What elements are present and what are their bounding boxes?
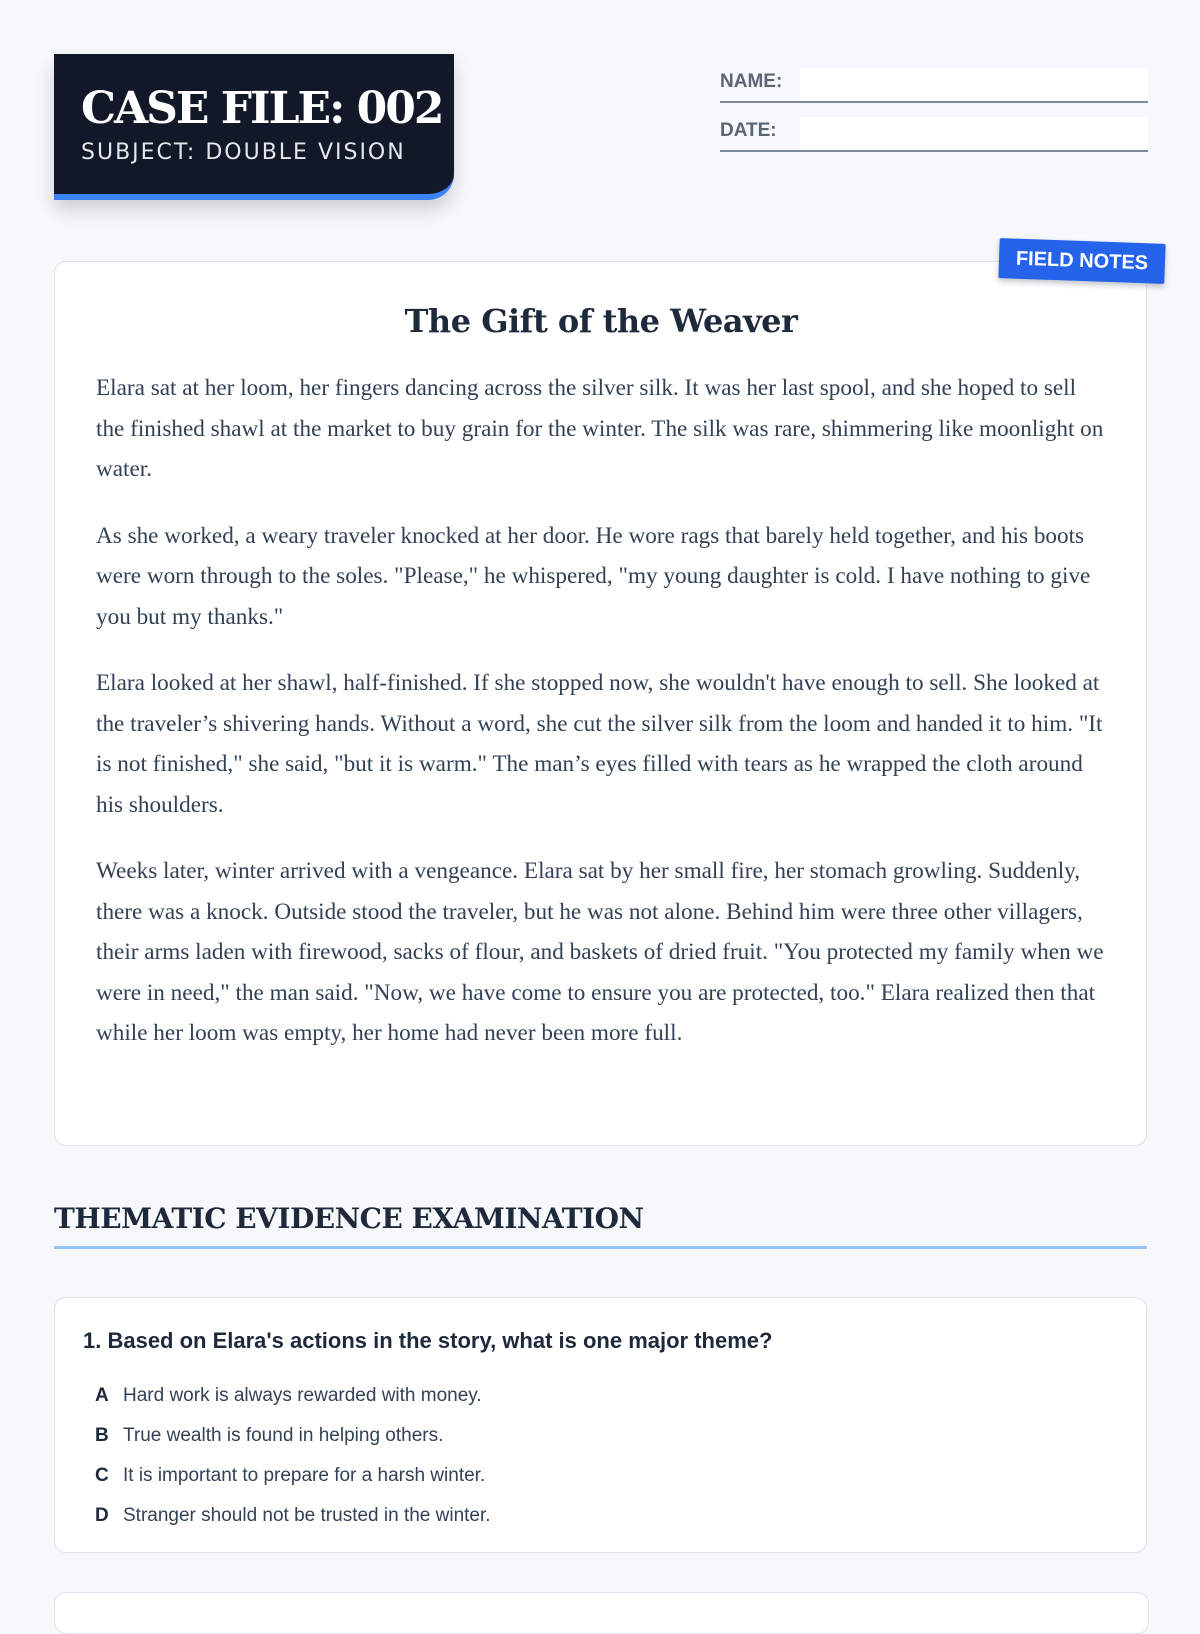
field-notes-tag: FIELD NOTES: [998, 238, 1165, 284]
option-text: True wealth is found in helping others.: [123, 1425, 444, 1446]
date-field[interactable]: [800, 117, 1148, 150]
answer-option-c[interactable]: [95, 1456, 1118, 1496]
section-title: THEMATIC EVIDENCE EXAMINATION: [54, 1202, 1147, 1249]
option-letter: D: [95, 1505, 109, 1526]
date-label: DATE:: [720, 120, 777, 141]
answer-option-a[interactable]: [95, 1376, 1118, 1416]
next-question-card: [54, 1592, 1149, 1634]
case-subject: SUBJECT: DOUBLE VISION: [81, 140, 406, 165]
option-letter: A: [95, 1385, 109, 1406]
story-paragraph: Weeks later, winter arrived with a vengeance. Elara sat by her small fire, her stomach growling. Suddenly, there was a knock. Outside stood the traveler, but he was not alone. Behind him were three other villagers, their arms laden with firewood, sacks of flour, and baskets of dried fruit. "You protected my family when we were in need," the man said. "Now, we have come to ensure you are protected, too." Elara realized then that while her loom was empty, her home had never been more full.: [96, 858, 1104, 1046]
option-text: Stranger should not be trusted in the winter.: [123, 1505, 491, 1526]
question-card: [54, 1297, 1147, 1553]
name-label: NAME:: [720, 71, 783, 92]
question-text: 1. Based on Elara's actions in the story, what is one major theme?: [83, 1328, 773, 1353]
story-title: The Gift of the Weaver: [404, 302, 798, 340]
option-letter: C: [95, 1465, 109, 1486]
story-paragraph: Elara sat at her loom, her fingers dancing across the silver silk. It was her last spool, and she hoped to sell the finished shawl at the market to buy grain for the winter. The silk was rare, shimmering like moonlight on water.: [96, 375, 1104, 482]
answer-options: [83, 1376, 1118, 1536]
option-letter: B: [95, 1425, 109, 1446]
option-text: It is important to prepare for a harsh winter.: [123, 1465, 486, 1486]
date-row: [720, 115, 1148, 152]
case-title: CASE FILE: 002: [81, 83, 443, 134]
story-card: [54, 261, 1147, 1146]
story-paragraph: Elara looked at her shawl, half-finished. If she stopped now, she wouldn't have enough to sell. She looked at the traveler’s shivering hands. Without a word, she cut the silver silk from the loom and handed it to him. "It is not finished," she said, "but it is warm." The man’s eyes filled with tears as he wrapped the cloth around his shoulders.: [96, 670, 1103, 818]
answer-option-b[interactable]: [95, 1416, 1118, 1456]
name-row: [720, 66, 1148, 103]
name-field[interactable]: [800, 68, 1148, 101]
student-info: [720, 66, 1148, 164]
option-text: Hard work is always rewarded with money.: [123, 1385, 482, 1406]
story-paragraph: As she worked, a weary traveler knocked at her door. He wore rags that barely held together, and his boots were worn through to the soles. "Please," he whispered, "my young daughter is cold. I have nothing to give you but my thanks.": [96, 522, 1091, 630]
answer-option-d[interactable]: [95, 1496, 1118, 1536]
case-file-badge: [54, 54, 454, 200]
